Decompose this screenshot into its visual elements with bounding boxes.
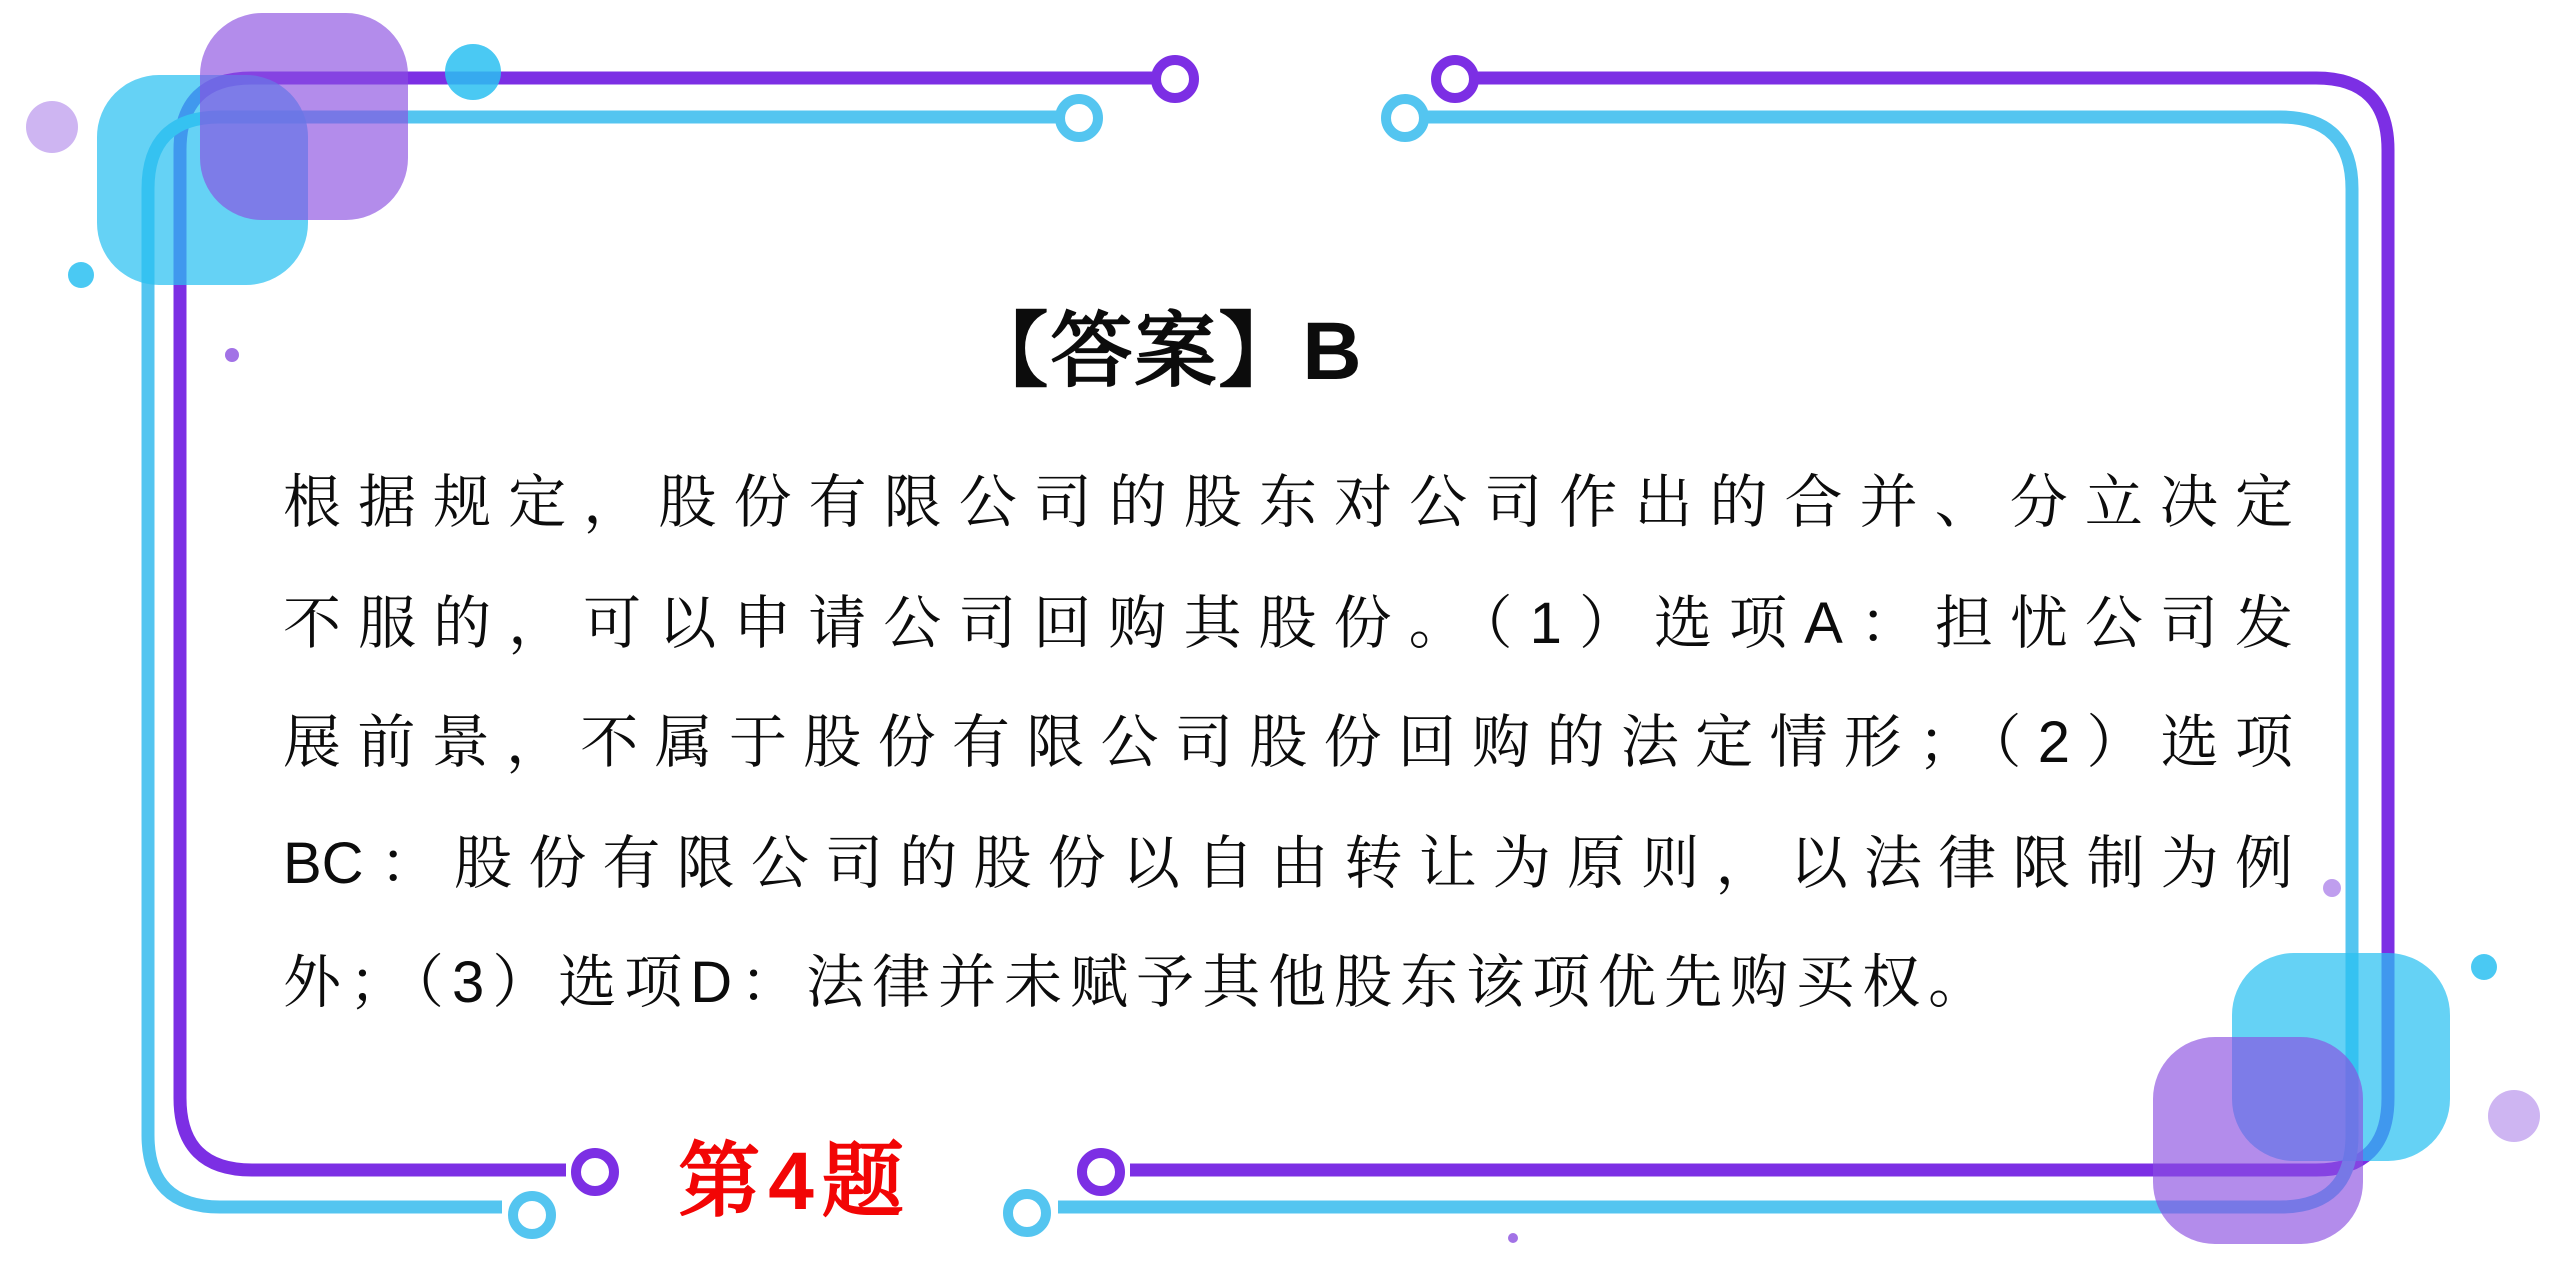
corner-blob-purple <box>200 13 408 220</box>
deco-circle <box>2471 954 2497 980</box>
answer-explanation-line: 不服的，可以申请公司回购其股份。（1）选项A：担忧公司发 <box>283 591 2293 656</box>
answer-explanation-line: 外；（3）选项D：法律并未赋予其他股东该项优先购买权。 <box>283 950 1995 1015</box>
frame-cyan-right-segment <box>1058 117 2352 1207</box>
ring-icon <box>1386 99 1424 137</box>
deco-dot <box>2323 879 2341 897</box>
answer-title: 【答案】B <box>966 306 1364 397</box>
deco-circle <box>445 44 501 100</box>
deco-circle <box>2488 1090 2540 1142</box>
deco-dot <box>1508 1233 1518 1243</box>
corner-blob-purple <box>2153 1037 2363 1244</box>
ring-icon <box>1436 60 1474 98</box>
answer-explanation-line: 根据规定，股份有限公司的股东对公司作出的合并、分立决定 <box>283 470 2293 535</box>
ring-icon <box>1060 99 1098 137</box>
deco-circle <box>68 262 94 288</box>
ring-icon <box>1156 60 1194 98</box>
frame-cyan-left-segment <box>148 117 1079 1207</box>
answer-explanation-line: BC：股份有限公司的股份以自由转让为原则，以法律限制为例 <box>283 831 2293 896</box>
answer-explanation-line: 展前景，不属于股份有限公司股份回购的法定情形；（2）选项 <box>283 710 2293 775</box>
deco-circle <box>26 101 78 153</box>
question-number-label: 第4题 <box>678 1136 912 1227</box>
